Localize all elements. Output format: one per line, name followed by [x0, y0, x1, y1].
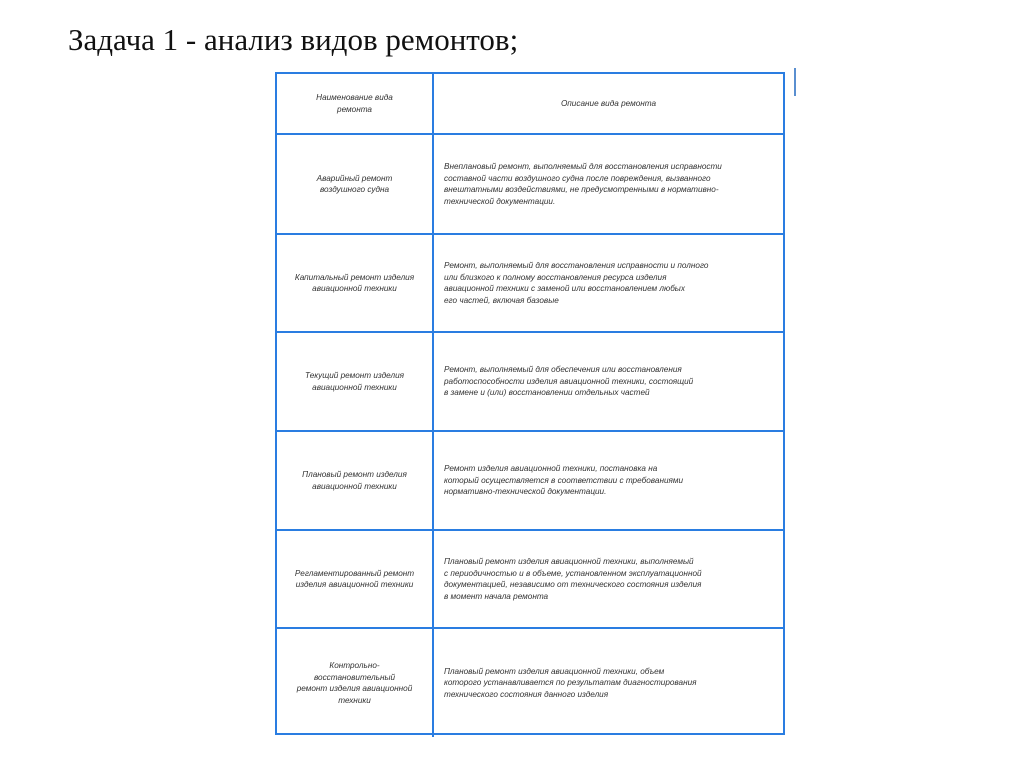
table-header-row: [277, 74, 783, 135]
cell-text-line: которого устанавливается по результатам диагностирования: [444, 678, 697, 688]
repair-type-description-cell: [434, 531, 783, 627]
cell-text-line: Капитальный ремонт изделия: [294, 272, 415, 282]
cell-text-line: Аварийный ремонт: [316, 173, 393, 183]
cell-text-line: или близкого к полному восстановления ресурса изделия: [444, 272, 667, 282]
cell-text-line: внештатными воздействиями, не предусмотренными в нормативно-: [444, 185, 719, 194]
cell-text-line: авиационной техники с заменой или восстановлением любых: [444, 284, 685, 293]
cell-text-line: ремонт изделия авиационной: [296, 684, 413, 693]
cell-text-line: Плановый ремонт изделия авиационной техники, объем: [444, 666, 665, 676]
cell-text-line: Плановый ремонт изделия: [302, 470, 407, 479]
cell-text-line: ремонта: [337, 104, 372, 114]
repair-type-name-cell: [277, 432, 434, 529]
cell-text-line: авиационной техники: [312, 284, 397, 293]
table-row: [277, 333, 783, 432]
cell-text-line: авиационной техники: [312, 382, 397, 392]
repair-type-description-cell: [434, 432, 783, 529]
cell-text-line: Контрольно-: [329, 661, 380, 670]
slide-title: Задача 1 - анализ видов ремонтов;: [68, 22, 519, 57]
table-row: [277, 135, 783, 235]
cell-text-line: Внеплановый ремонт, выполняемый для восстановления исправности: [444, 162, 722, 171]
table-row: [277, 432, 783, 531]
repair-type-description-cell: [434, 74, 783, 133]
cell-text-line: работоспособности изделия авиационной техники, состоящий: [444, 376, 694, 386]
repair-type-name-cell: [277, 629, 434, 737]
cell-text-line: технической документации.: [444, 196, 556, 206]
cell-text-line: изделия авиационной техники: [295, 580, 414, 589]
table-row: [277, 531, 783, 629]
cell-text-line: Текущий ремонт изделия: [305, 371, 404, 380]
cell-text-line: восстановительный: [313, 672, 396, 682]
cell-text-line: воздушного судна: [319, 185, 390, 194]
cell-text-line: в замене и (или) восстановлении отдельных частей: [444, 388, 650, 398]
cell-text-line: Ремонт изделия авиационной техники, постановка на: [444, 464, 658, 474]
decorative-line: [794, 68, 796, 96]
repair-type-name-cell: [277, 235, 434, 331]
cell-text-line: Плановый ремонт изделия авиационной техники, выполняемый: [444, 557, 694, 566]
cell-text-line: авиационной техники: [312, 481, 397, 491]
repair-type-name-cell: [277, 135, 434, 233]
table-row: [277, 235, 783, 333]
cell-text-line: Наименование вида: [316, 93, 393, 102]
cell-text-line: составной части воздушного судна после повреждения, вызванного: [444, 173, 711, 183]
cell-text-line: Ремонт, выполняемый для восстановления исправности и полного: [444, 261, 709, 270]
cell-text-line: Описание вида ремонта: [560, 98, 657, 108]
cell-text-line: с периодичностью и в объеме, установленном эксплуатационной: [444, 568, 702, 578]
table-row: [277, 629, 783, 737]
repair-type-description-cell: [434, 629, 783, 737]
repair-type-name-cell: [277, 74, 434, 133]
cell-text-line: Регламентированный ремонт: [294, 568, 415, 578]
repair-type-description-cell: [434, 333, 783, 430]
cell-text-line: документацией, независимо от технического состояния изделия: [444, 580, 702, 589]
cell-text-line: нормативно-технической документации.: [444, 487, 607, 497]
repair-type-description-cell: [434, 135, 783, 233]
repair-type-name-cell: [277, 333, 434, 430]
cell-text-line: в момент начала ремонта: [444, 591, 549, 601]
cell-text-line: Ремонт, выполняемый для обеспечения или восстановления: [444, 365, 682, 375]
cell-text-line: технического состояния данного изделия: [444, 689, 609, 699]
repair-type-description-cell: [434, 235, 783, 331]
cell-text-line: который осуществляется в соответствии с требованиями: [444, 475, 684, 485]
repair-type-name-cell: [277, 531, 434, 627]
cell-text-line: его частей, включая базовые: [444, 295, 559, 305]
cell-text-line: техники: [338, 695, 371, 705]
repair-types-table: [275, 72, 785, 735]
